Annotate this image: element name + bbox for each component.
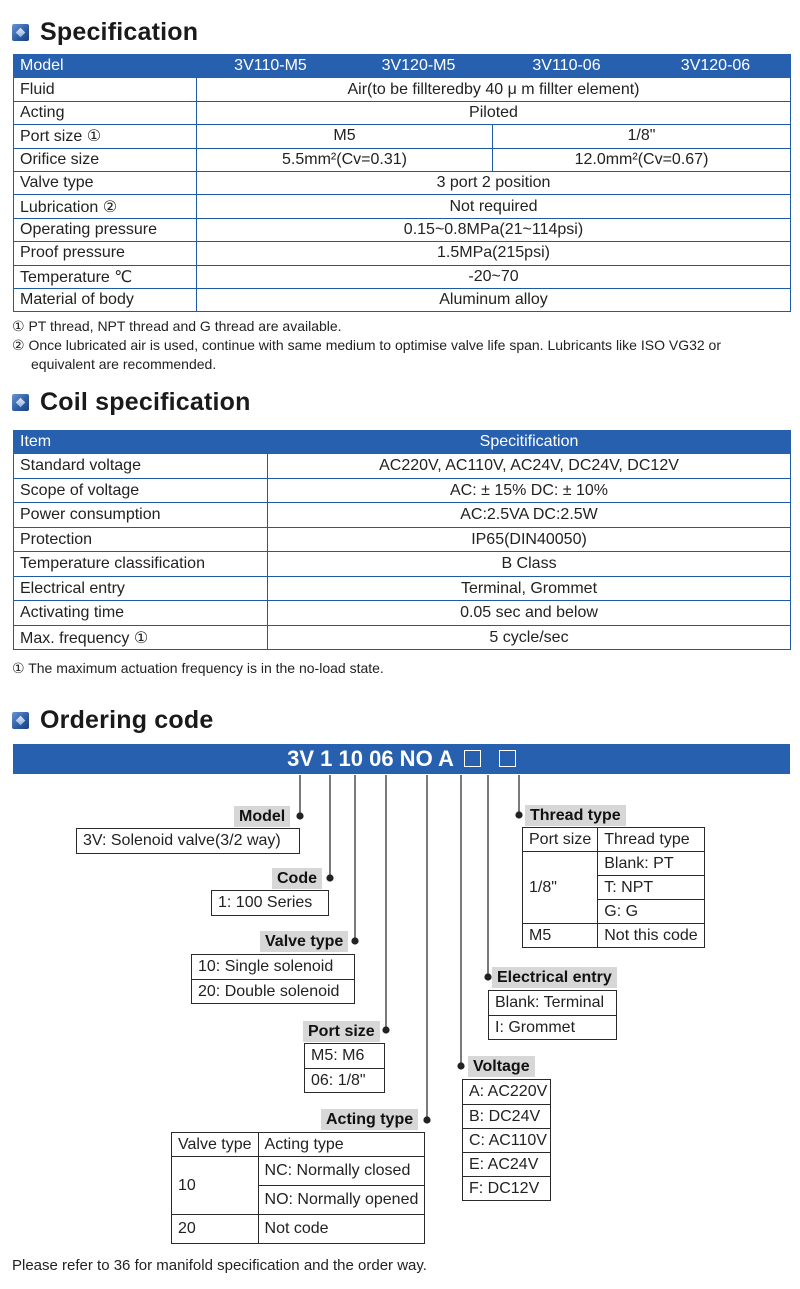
table-cell: M5 (523, 924, 598, 948)
table-row (523, 852, 705, 876)
table-cell: 20 (172, 1215, 259, 1244)
table-row (172, 1215, 425, 1244)
spec-label: Valve type (14, 171, 197, 194)
coil-label: Scope of voltage (14, 478, 268, 503)
thread-type-label: Thread type (525, 805, 626, 826)
spec-value: Not required (197, 195, 791, 218)
spec-value: Aluminum alloy (197, 288, 791, 311)
list-item: C: AC110V (463, 1128, 550, 1152)
list-item: 06: 1/8" (305, 1068, 384, 1092)
list-item: M5: M6 (311, 1047, 365, 1064)
note-line: equivalent are recommended. (31, 356, 217, 372)
table-cell: NO: Normally opened (258, 1186, 425, 1215)
table-row (172, 1157, 425, 1186)
spec-value: Air(to be fillteredby 40 μ m fillter element) (197, 78, 791, 101)
model-box (76, 828, 300, 854)
list-item: E: AC24V (463, 1152, 550, 1176)
code-box (211, 890, 329, 916)
coil-label: Standard voltage (14, 454, 268, 479)
table-header-cell: Thread type (598, 828, 704, 852)
acting-type-table (171, 1132, 425, 1244)
table-cell: Not code (258, 1215, 425, 1244)
list-item: I: Grommet (489, 1015, 616, 1039)
coil-label: Activating time (14, 601, 268, 626)
table-row (523, 828, 705, 852)
electrical-entry-box (488, 990, 617, 1040)
footer-note: Please refer to 36 for manifold specification and the order way. (12, 1257, 427, 1274)
voltage-label: Voltage (468, 1056, 535, 1077)
list-item: 3V: Solenoid valve(3/2 way) (83, 832, 281, 849)
coil-header-cell: Item (14, 431, 268, 454)
list-item: A: AC220V (469, 1083, 548, 1100)
spec-header-cell: Model (14, 55, 197, 78)
spec-header-cell: 3V110-06 (493, 55, 641, 78)
coil-value: B Class (268, 552, 791, 577)
spec-label: Port size ① (14, 125, 197, 148)
port-size-box (304, 1043, 385, 1093)
coil-label: Protection (14, 527, 268, 552)
coil-value: AC220V, AC110V, AC24V, DC24V, DC12V (268, 454, 791, 479)
spec-label: Lubrication ② (14, 195, 197, 218)
spec-label: Fluid (14, 78, 197, 101)
spec-header-cell: 3V110-M5 (197, 55, 345, 78)
coil-value: 0.05 sec and below (268, 601, 791, 626)
spec-value: 1/8" (493, 125, 791, 148)
list-item: B: DC24V (463, 1104, 550, 1128)
code-label: Code (272, 868, 322, 889)
table-header-cell: Valve type (172, 1133, 259, 1157)
list-item: 20: Double solenoid (192, 979, 354, 1003)
spec-label: Proof pressure (14, 242, 197, 265)
spec-value: 3 port 2 position (197, 171, 791, 194)
acting-type-label: Acting type (321, 1109, 418, 1130)
spec-value: -20~70 (197, 265, 791, 288)
voltage-box (462, 1079, 551, 1201)
table-cell: Blank: PT (598, 852, 704, 876)
table-cell: Not this code (598, 924, 704, 948)
model-label: Model (234, 806, 290, 827)
valve-type-box (191, 954, 355, 1004)
ordering-title: Ordering code (40, 706, 214, 734)
list-item: F: DC12V (463, 1176, 550, 1200)
table-cell: 10 (172, 1157, 259, 1215)
table-cell: NC: Normally closed (258, 1157, 425, 1186)
spec-label: Acting (14, 101, 197, 124)
list-item: 1: 100 Series (218, 894, 313, 911)
coil-label: Power consumption (14, 503, 268, 528)
spec-value: Piloted (197, 101, 791, 124)
table-cell: G: G (598, 900, 704, 924)
table-cell: 1/8" (523, 852, 598, 924)
note-line: ① PT thread, NPT thread and G thread are available. (12, 318, 342, 334)
spec-value: 1.5MPa(215psi) (197, 242, 791, 265)
coil-value: AC: ± 15% DC: ± 10% (268, 478, 791, 503)
spec-value: 12.0mm²(Cv=0.67) (493, 148, 791, 171)
spec-value: M5 (197, 125, 493, 148)
spec-value: 0.15~0.8MPa(21~114psi) (197, 218, 791, 241)
table-header-cell: Port size (523, 828, 598, 852)
coil-header-cell: Specitification (268, 431, 791, 454)
electrical-entry-label: Electrical entry (492, 967, 617, 988)
table-row (523, 924, 705, 948)
spec-label: Material of body (14, 288, 197, 311)
coil-label: Max. frequency ① (14, 625, 268, 650)
coil-label: Temperature classification (14, 552, 268, 577)
spec-label: Operating pressure (14, 218, 197, 241)
thread-type-table (522, 827, 705, 948)
coil-title: Coil specification (40, 388, 251, 416)
list-item: 10: Single solenoid (198, 958, 334, 975)
spec-header-cell: 3V120-06 (641, 55, 791, 78)
table-row (172, 1133, 425, 1157)
table-cell: T: NPT (598, 876, 704, 900)
list-item: Blank: Terminal (495, 994, 605, 1011)
coil-note: ① The maximum actuation frequency is in the no-load state. (12, 660, 384, 676)
coil-value: AC:2.5VA DC:2.5W (268, 503, 791, 528)
port-size-label: Port size (303, 1021, 380, 1042)
coil-value: 5 cycle/sec (268, 625, 791, 650)
spec-header-cell: 3V120-M5 (345, 55, 493, 78)
coil-value: IP65(DIN40050) (268, 527, 791, 552)
spec-label: Temperature ℃ (14, 265, 197, 288)
coil-value: Terminal, Grommet (268, 576, 791, 601)
note-line: ② Once lubricated air is used, continue with same medium to optimise valve life span. Lubricants like ISO VG32 or (12, 337, 721, 353)
coil-label: Electrical entry (14, 576, 268, 601)
ordering-code: 3V 1 10 06 NO A (287, 746, 454, 771)
spec-value: 5.5mm²(Cv=0.31) (197, 148, 493, 171)
valve-type-label: Valve type (260, 931, 348, 952)
spec-label: Orifice size (14, 148, 197, 171)
table-header-cell: Acting type (258, 1133, 425, 1157)
specification-title: Specification (40, 18, 199, 46)
